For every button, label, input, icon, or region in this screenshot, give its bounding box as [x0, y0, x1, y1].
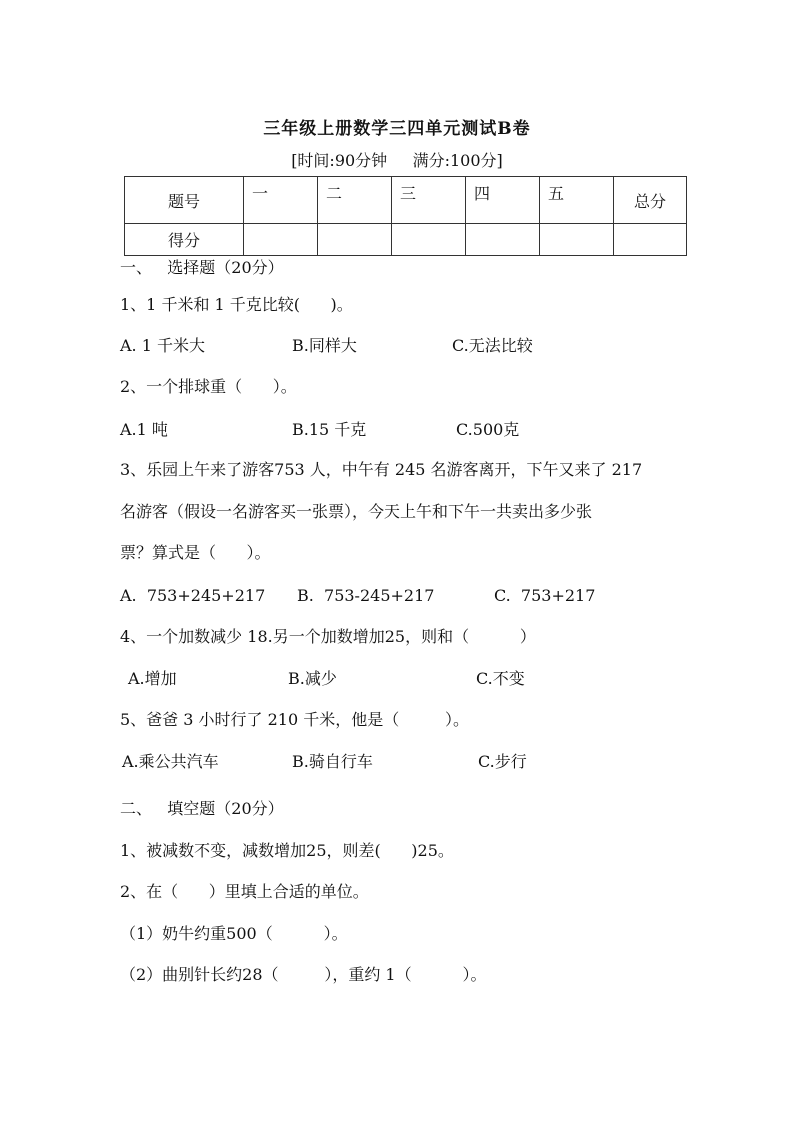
- question-2-2: 2、在（ ）里填上合适的单位。: [120, 882, 369, 901]
- q1-2-option-a: A.1 吨: [120, 420, 168, 439]
- q1-3-option-b: B. 753-245+217: [297, 586, 435, 605]
- question-1-3-line-1: 3、乐园上午来了游客753 人，中午有 245 名游客离开，下午又来了 217: [120, 460, 643, 479]
- header-section-2: 二: [318, 177, 392, 224]
- question-1-2: 2、一个排球重（ ）。: [120, 377, 297, 396]
- q1-4-option-c: C.不变: [476, 669, 525, 688]
- question-1-1: 1、1 千米和 1 千克比较( )。: [120, 295, 353, 314]
- q1-4-option-a: A.增加: [128, 669, 177, 688]
- question-1-3-line-2: 名游客（假设一名游客买一张票），今天上午和下午一共卖出多少张: [120, 502, 593, 521]
- q1-1-option-c: C.无法比较: [452, 336, 533, 355]
- score-table-score-row: [125, 224, 687, 256]
- score-cell[interactable]: [540, 224, 614, 256]
- score-cell[interactable]: [318, 224, 392, 256]
- question-1-3-line-3: 票？算式是（ ）。: [120, 543, 271, 562]
- q1-2-option-b: B.15 千克: [292, 420, 367, 439]
- score-cell[interactable]: [466, 224, 540, 256]
- q1-1-option-a: A. 1 千米大: [120, 336, 205, 355]
- score-cell[interactable]: [392, 224, 466, 256]
- question-2-2-part-2: （2）曲别针长约28（ ），重约 1（ ）。: [120, 965, 487, 984]
- question-2-2-part-1: （1）奶牛约重500（ ）。: [120, 924, 348, 943]
- q1-5-option-a: A.乘公共汽车: [122, 752, 219, 771]
- page-title: 三年级上册数学三四单元测试B卷: [263, 119, 531, 139]
- question-1-5: 5、爸爸 3 小时行了 210 千米，他是（ ）。: [120, 710, 470, 729]
- row-label-score: 得分: [125, 224, 244, 256]
- header-section-3: 三: [392, 177, 466, 224]
- q1-5-option-c: C.步行: [478, 752, 527, 771]
- exam-time-score: [时间:90分钟 满分:100分]: [291, 151, 503, 170]
- q1-1-option-b: B.同样大: [292, 336, 357, 355]
- header-question-number: 题号: [125, 177, 244, 224]
- section-2-heading: 二、 填空题（20分）: [120, 799, 284, 818]
- q1-2-option-c: C.500克: [456, 420, 520, 439]
- question-2-1: 1、被减数不变，减数增加25，则差( )25。: [120, 841, 454, 860]
- header-total: 总分: [614, 177, 687, 224]
- header-section-4: 四: [466, 177, 540, 224]
- header-section-1: 一: [244, 177, 318, 224]
- header-section-5: 五: [540, 177, 614, 224]
- q1-5-option-b: B.骑自行车: [292, 752, 373, 771]
- score-cell[interactable]: [244, 224, 318, 256]
- q1-3-option-a: A. 753+245+217: [120, 586, 266, 605]
- q1-4-option-b: B.减少: [288, 669, 337, 688]
- score-table-header-row: [125, 177, 687, 224]
- score-table: [124, 176, 687, 256]
- section-1-heading: 一、 选择题（20分）: [120, 258, 284, 277]
- q1-3-option-c: C. 753+217: [494, 586, 596, 605]
- score-cell-total[interactable]: [614, 224, 687, 256]
- question-1-4: 4、一个加数减少 18.另一个加数增加25，则和（ ）: [120, 627, 536, 646]
